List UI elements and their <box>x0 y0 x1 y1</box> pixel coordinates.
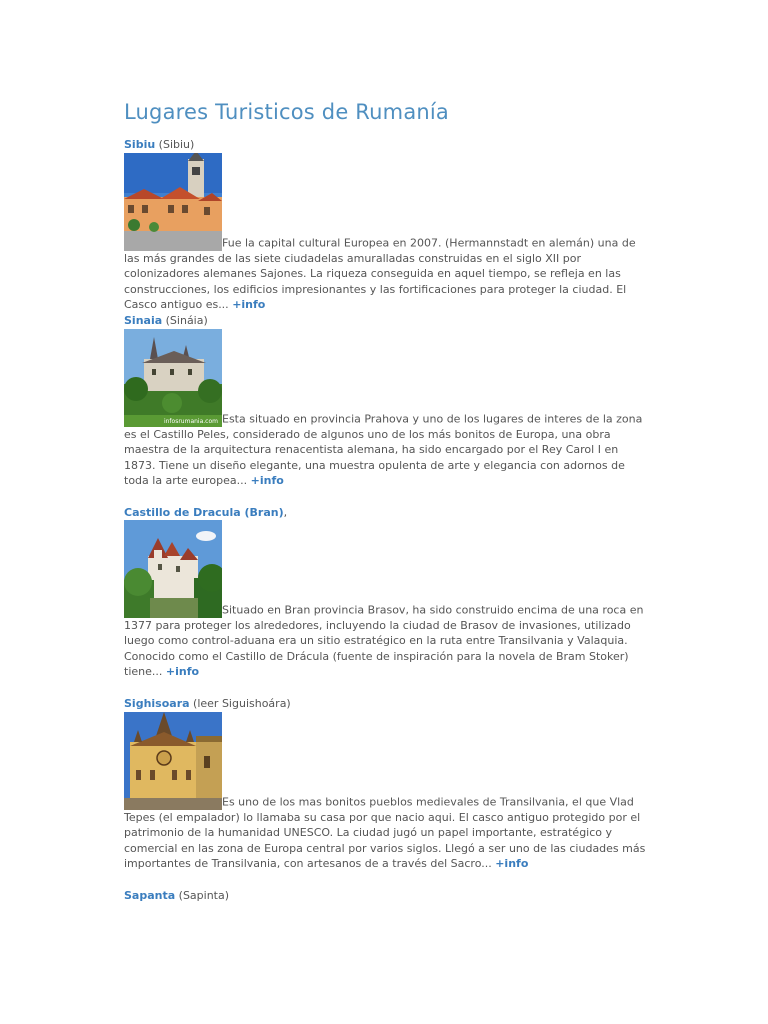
sinaia-photo[interactable] <box>124 329 222 427</box>
place-entry-sinaia <box>124 313 648 489</box>
place-body <box>124 712 648 872</box>
place-description: Esta situado en provincia Prahova y uno de los lugares de interes de la zona es el Castillo Peles, considerado de algunos uno de los más bonitos de Europa, una obra maestra de la arquitectura renacentista alemana, ha sido encargado por el Rey Carol I en 1873. Tiene un diseño elegante, una muestra opulenta de arte y elegancia con adornos de toda la arte europea... <box>124 411 643 488</box>
sighisoara-photo[interactable] <box>124 712 222 810</box>
page-title: Lugares Turisticos de Rumanía <box>124 100 450 124</box>
place-alt-name: , <box>283 505 288 519</box>
place-alt-name: (Sibiu) <box>158 138 195 151</box>
place-body <box>124 329 648 489</box>
place-heading <box>124 696 648 712</box>
place-description: Situado en Bran provincia Brasov, ha sido construido encima de una roca en 1377 para proteger los alrededores, incluyendo la ciudad de Brasov de invasiones, utilizado luego como control-aduana era un sitio estratégico en la ruta entre Transilvania y Valaquia. Conocido como el Castillo de Drácula (fuente de inspiración para la novela de Bram Stoker) tiene... <box>124 602 644 679</box>
more-info-link[interactable]: +info <box>250 474 284 488</box>
more-info-link[interactable]: +info <box>495 857 529 871</box>
spacer <box>124 680 648 696</box>
place-description: Es uno de los mas bonitos pueblos medievales de Transilvania, el que Vlad Tepes (el empalador) lo llamaba su casa por que nacio aqui. El casco antiguo protegido por el patrimonio de la humanidad UNESCO. La ciudad jugó un papel importante, estratégico y comercial en las zona de Europa central por varios siglos. Llegó a ser uno de las ciudades más importantes de Transilvania, con artesanos de a través del Sacro... <box>124 794 646 871</box>
place-link-sibiu[interactable]: Sibiu <box>124 138 156 151</box>
photo-caption: infosrumania.com <box>163 417 218 425</box>
sibiu-photo[interactable] <box>124 153 222 251</box>
place-entry-sapanta <box>124 888 648 904</box>
place-link-sinaia[interactable]: Sinaia <box>124 313 163 327</box>
more-info-link[interactable]: +info <box>165 665 200 679</box>
place-alt-name: (leer Siguishoára) <box>193 696 291 710</box>
place-entry-sighisoara <box>124 696 648 872</box>
place-link-bran: Bran <box>249 505 279 519</box>
place-link-castillo-dracula[interactable] <box>124 506 284 519</box>
place-heading <box>124 888 648 904</box>
place-alt-name: (Sapinta) <box>178 888 230 902</box>
place-heading <box>124 505 648 521</box>
more-info-link[interactable]: +info <box>232 298 266 312</box>
place-link-castillo-dracula-label: Castillo de Dracula ( <box>124 505 250 519</box>
spacer <box>124 489 648 505</box>
place-description: Fue la capital cultural Europea en 2007. (Hermannstadt en alemán) una de las más grandes de las siete ciudadelas amuralladas construidas en el siglo XII por colonizadores alemanes Sajones. La riqueza conseguida en aquel tiempo, se refleja en las construcciones, los edificios impresionantes y las fortificaciones para proteger la ciudad. El Casco antiguo es... <box>124 236 636 312</box>
place-heading <box>124 313 648 329</box>
place-alt-name: (Sináia) <box>165 313 208 327</box>
article <box>124 100 648 903</box>
place-heading <box>124 137 648 153</box>
bran-castle-photo[interactable] <box>124 520 222 618</box>
spacer <box>124 872 648 888</box>
place-body <box>124 153 648 313</box>
place-entry-bran <box>124 505 648 680</box>
place-link-castillo-dracula-close: ) <box>278 505 284 519</box>
place-body <box>124 520 648 680</box>
place-link-sighisoara[interactable]: Sighisoara <box>124 696 190 710</box>
place-link-sapanta[interactable]: Sapanta <box>124 888 176 902</box>
place-entry-sibiu <box>124 137 648 313</box>
